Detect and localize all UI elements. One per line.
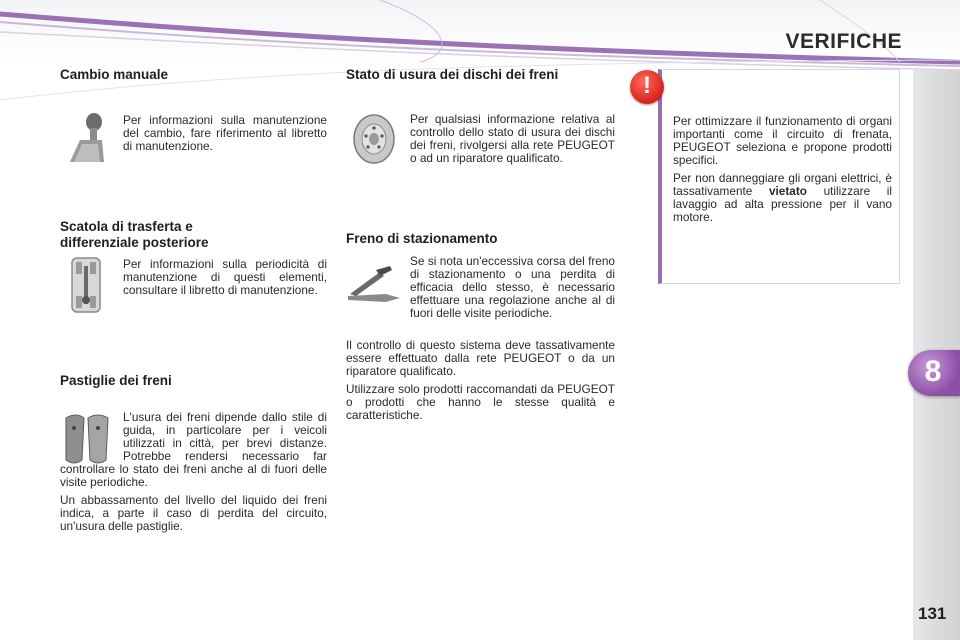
- brake-discs-text: Per qualsiasi informazione relativa al controllo dello stato di usura dei dischi dei freni, rivolgersi alla rete PEUGEOT o ad un riparatore qualificato.: [410, 112, 615, 165]
- exclamation-mark: !: [643, 72, 651, 99]
- section-title-manual-gearbox: Cambio manuale: [60, 67, 169, 82]
- manual-gearbox-text: Per informazioni sulla manutenzione del cambio, fare riferimento al libretto di manutenzione.: [123, 113, 327, 153]
- warning-text-1: Per ottimizzare il funzionamento di organi importanti come il circuito di frenata, PEUGEOT seleziona e propone prodotti specifici.: [673, 114, 892, 167]
- page-title: VERIFICHE: [785, 30, 902, 53]
- brake-pads-icon-spacer: [60, 411, 123, 463]
- transfer-box-text: Per informazioni sulla periodicità di manutenzione di questi elementi, consultare il libretto di manutenzione.: [123, 257, 327, 297]
- chapter-number: 8: [924, 355, 942, 388]
- warning-text-2-before: Per non danneggiare gli organi elettrici, è tassativamente: [673, 171, 892, 198]
- warning-text-2: [673, 172, 892, 224]
- section-title-brake-discs: Stato di usura dei dischi dei freni: [346, 67, 559, 82]
- parking-brake-text-1: Se si nota un'eccessiva corsa del freno di stazionamento o una perdita di efficacia dello stesso, è necessario effettuare una regolazione anche al di fuori delle visite periodiche.: [410, 254, 615, 320]
- parking-brake-text-2: Il controllo di questo sistema deve tassativamente essere effettuato dalla rete PEUGEOT o da un riparatore qualificato.: [346, 338, 615, 378]
- drivetrain-icon: [70, 256, 102, 314]
- section-title-parking-brake: Freno di stazionamento: [346, 231, 498, 246]
- brake-pads-text-2: Un abbassamento del livello del liquido dei freni indica, a parte il caso di perdita del circuito, un'usura delle pastiglie.: [60, 493, 327, 533]
- section-title-transfer-box-line2: differenziale posteriore: [60, 235, 209, 250]
- gear-lever-icon: [64, 112, 108, 166]
- section-title-transfer-box-line1: Scatola di trasferta e: [60, 219, 193, 234]
- parking-brake-text-3: Utilizzare solo prodotti raccomandati da PEUGEOT o prodotti che hanno le stesse qualità e caratteristiche.: [346, 382, 615, 422]
- section-title-brake-pads: Pastiglie dei freni: [60, 373, 172, 388]
- brake-disc-icon: [350, 112, 398, 166]
- parking-brake-lever-icon: [346, 264, 402, 304]
- warning-text-2-bold: vietato: [768, 184, 807, 198]
- brake-pads-text-1: L'usura dei freni dipende dallo stile di guida, in particolare per i veicoli utilizzati in città, per brevi distanze. Potrebbe rendersi necessario far controllare lo stato dei freni anche al di fuori delle visite periodiche.: [60, 410, 327, 489]
- warning-text-2-after: utilizzare il lavaggio ad alta pressione per il vano motore.: [673, 184, 892, 224]
- page-number: 131: [918, 604, 947, 623]
